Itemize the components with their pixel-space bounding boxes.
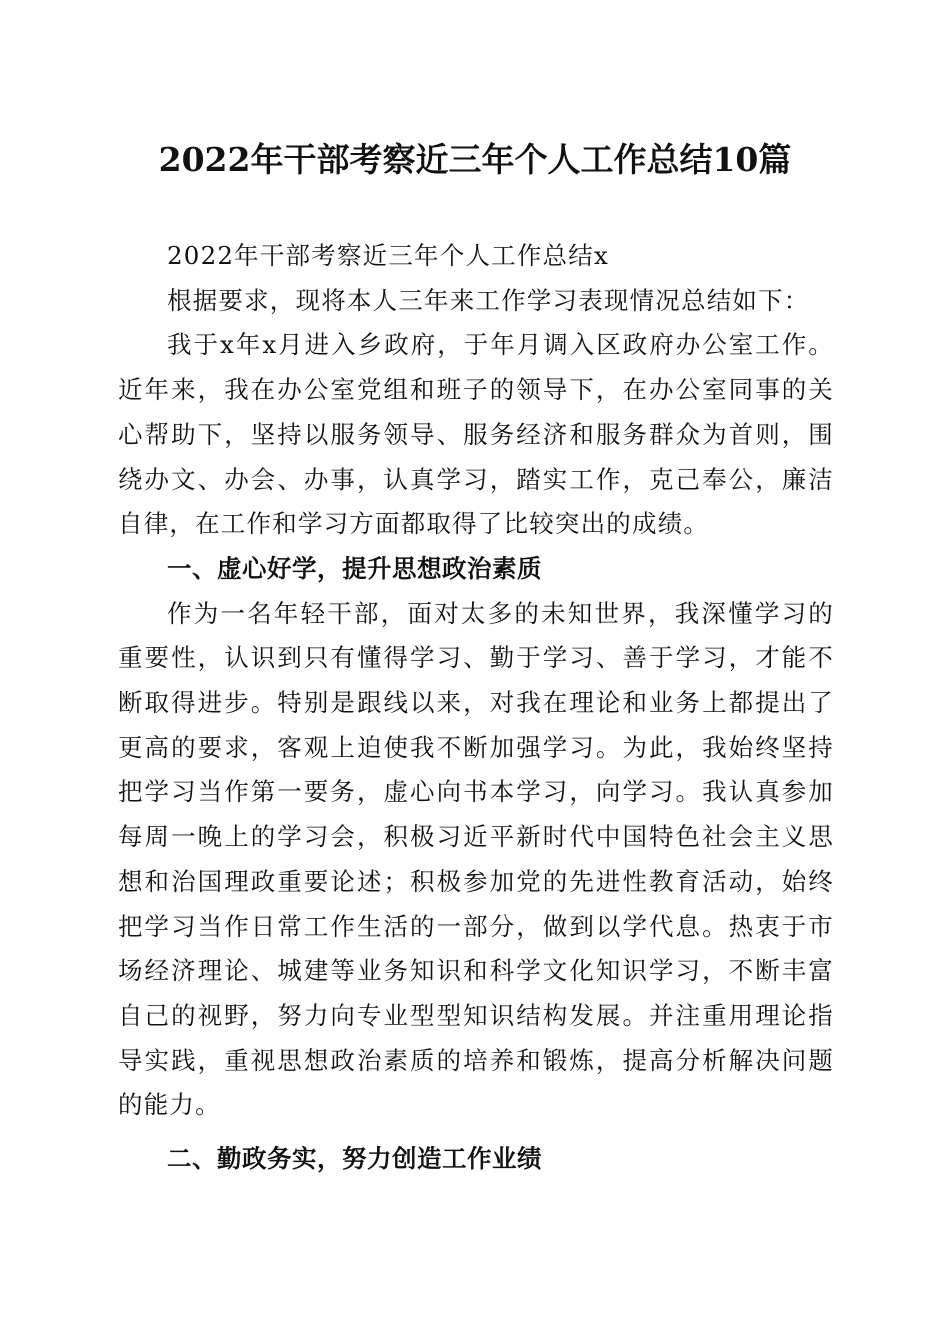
paragraph-1: 我于x年x月进入乡政府，于年月调入区政府办公室工作。近年来，我在办公室党组和班子的领导下，在办公室同事的关心帮助下，坚持以服务领导、服务经济和服务群众为首则，围绕办文、办会、办事，认真学习，踏实工作，克己奉公，廉洁自律，在工作和学习方面都取得了比较突出的成绩。 bbox=[118, 330, 834, 539]
section-2-heading: 二、勤政务实，努力创造工作业绩 bbox=[167, 1144, 542, 1174]
section-1-heading: 一、虚心好学，提升思想政治素质 bbox=[167, 553, 542, 583]
paragraph-2: 作为一名年轻干部，面对太多的未知世界，我深懂学习的重要性，认识到只有懂得学习、勤于学习、善于学习，才能不断取得进步。特别是跟线以来，对我在理论和业务上都提出了更高的要求，客观上迫使我不断加强学习。为此，我始终坚持把学习当作第一要务，虚心向书本学习，向学习。我认真参加每周一晚上的学习会，积极习近平新时代中国特色社会主义思想和治国理政重要论述；积极参加党的先进性教育活动，始终把学习当作日常工作生活的一部分，做到以学代息。热衷于市场经济理论、城建等业务知识和科学文化知识学习，不断丰富自己的视野，努力向专业型型知识结构发展。并注重用理论指导实践，重视思想政治素质的培养和锻炼，提高分析解决问题的能力。 bbox=[118, 598, 834, 1120]
document-body bbox=[118, 234, 834, 1182]
document-subtitle: 2022年干部考察近三年个人工作总结x bbox=[167, 241, 609, 270]
document-title: 2022年干部考察近三年个人工作总结10篇 bbox=[158, 140, 792, 179]
intro-paragraph: 根据要求，现将本人三年来工作学习表现情况总结如下： bbox=[167, 285, 810, 315]
